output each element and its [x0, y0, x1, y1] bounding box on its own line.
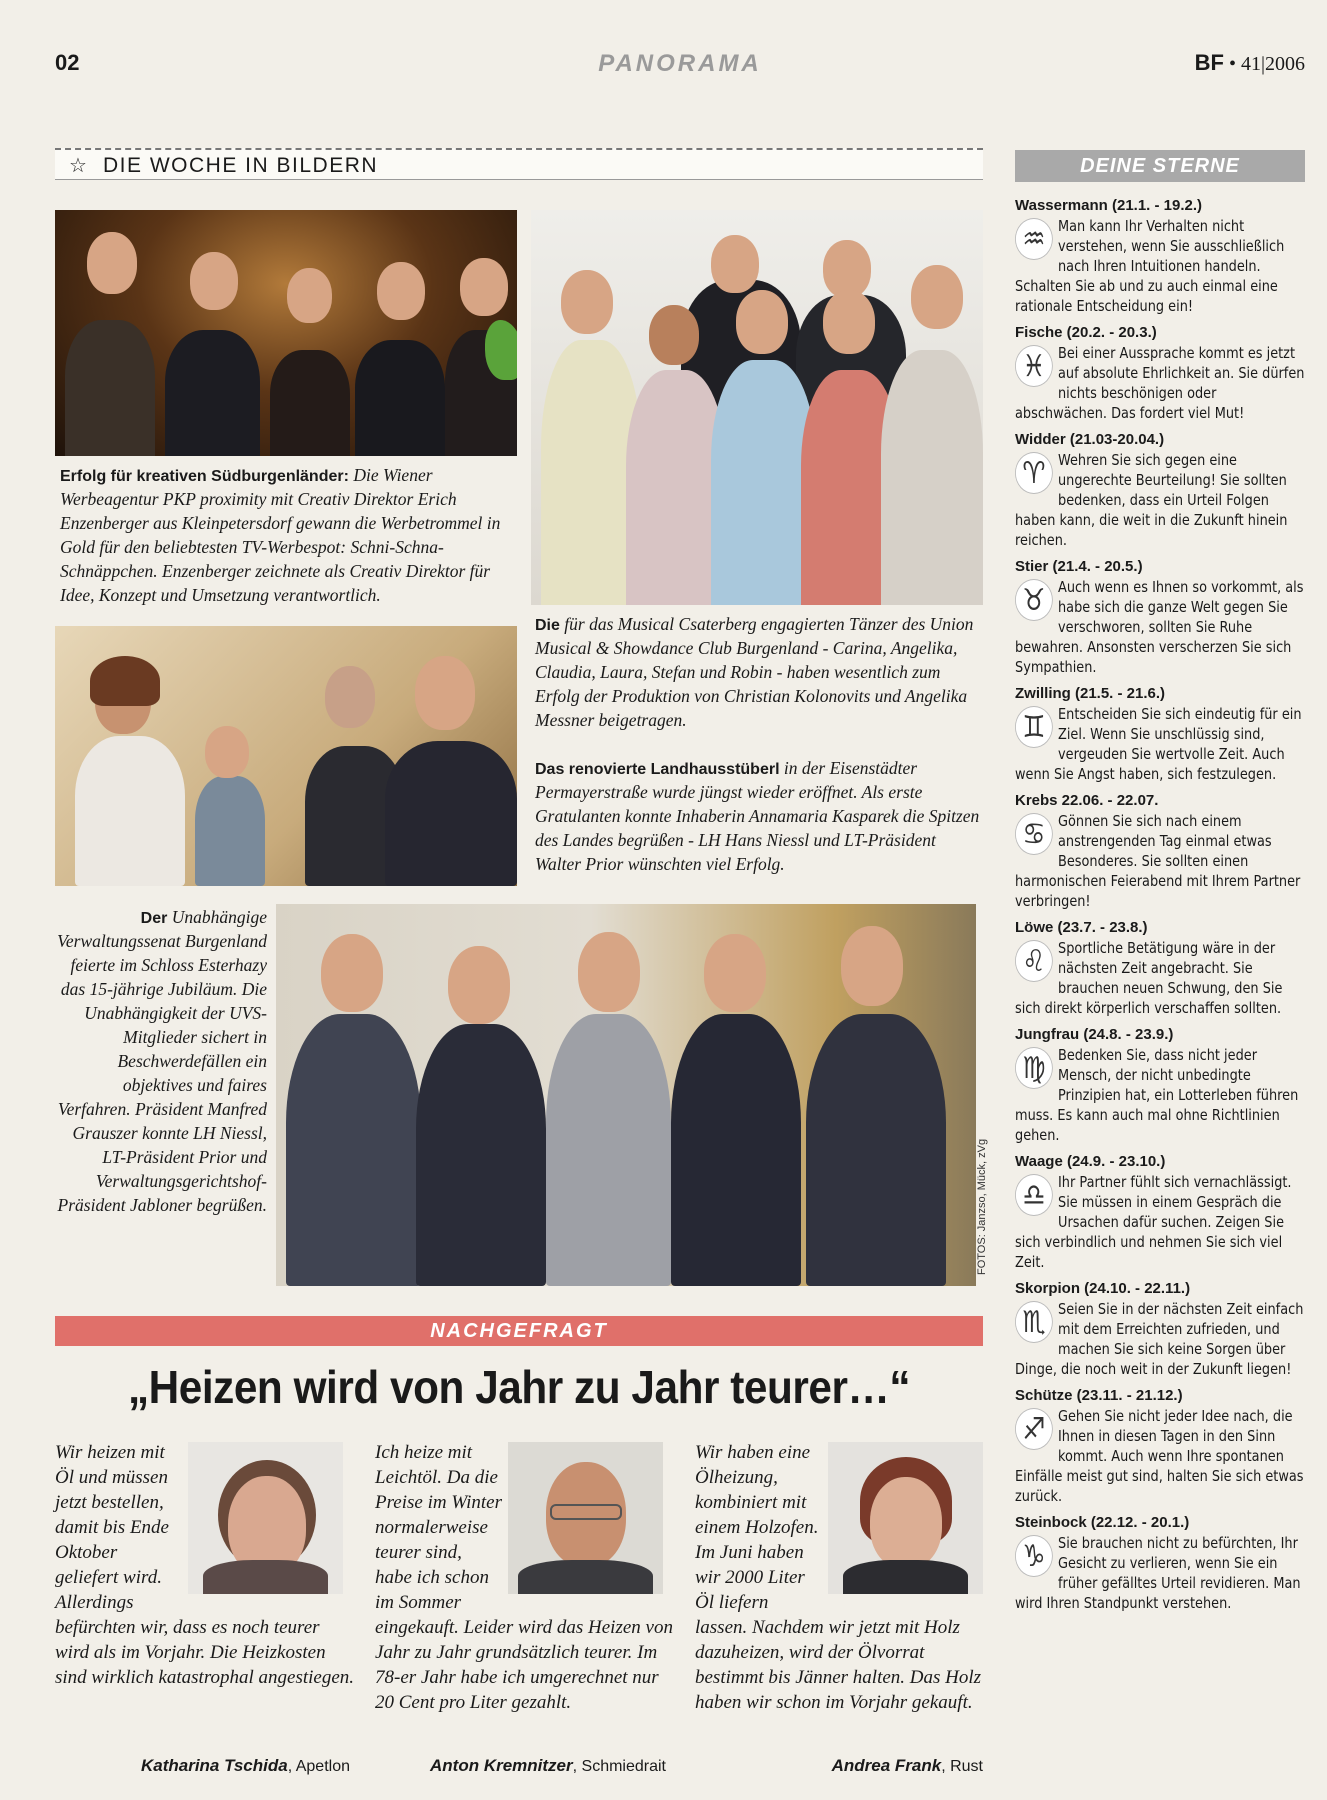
zodiac-icon: ♋: [1015, 813, 1053, 855]
horoscope-sign: [1015, 1386, 1305, 1506]
section-bar: [55, 148, 983, 180]
sign-text-body: Seien Sie in der nächsten Zeit einfach mit dem Erreichten zufrieden, und machen Sie sich keine Sorgen über Dinge, die noch weit in der Zukunft liegen!: [1015, 1300, 1304, 1378]
sign-name: Stier (21.4. - 20.5.): [1015, 558, 1143, 575]
sign-text: [1015, 450, 1305, 550]
photo-uvs-group: [276, 904, 976, 1286]
photo-credit: FOTOS: Janzso, Mück, zVg: [976, 1138, 988, 1275]
quote-body: Wir haben eine Ölheizung, kombiniert mit einem Holzofen. Im Juni haben wir 2000 Liter Öl liefern lassen. Nachdem wir jetzt mit Holz dazuheizen, wird der Ölvorrat bestimmt bis Jänner halten. Das Holz haben wir schon im Vorjahr gekauft.: [695, 1442, 982, 1713]
sign-text-body: Bei einer Aussprache kommt es jetzt auf absolute Ehrlichkeit an. Sie dürfen nichts beschönigen oder abschwächen. Das fordert viel Mut!: [1015, 344, 1305, 422]
portrait-spacer: [503, 1440, 675, 1595]
horoscope-sign: [1015, 684, 1305, 784]
sign-text: [1015, 216, 1305, 316]
sign-text-body: Auch wenn es Ihnen so vorkommt, als habe sich die ganze Welt gegen Sie verschworen, sollten Sie Ruhe bewahren. Ansonsten verscherzen Sie sich Sympathien.: [1015, 578, 1304, 676]
issue-label: BF • 41|2006: [1194, 50, 1305, 75]
horoscope-sign: [1015, 1279, 1305, 1379]
sign-name: Wassermann (21.1. - 19.2.): [1015, 197, 1203, 214]
quote-body: Ich heize mit Leichtöl. Da die Preise im Winter normalerweise teurer sind, habe ich schon im Sommer eingekauft. Leider wird das Heizen von Jahr zu Jahr grundsätzlich teurer. Im 78-er Jahr habe ich umgerechnet nur 20 Cent pro Liter gezahlt.: [375, 1442, 673, 1713]
sign-text: [1015, 811, 1305, 911]
sign-text-body: Sportliche Betätigung wäre in der nächsten Zeit angebracht. Sie brauchen neuen Schwung, den Sie sich direkt körperlich verschaffen sollten.: [1015, 939, 1283, 1017]
zodiac-icon: ♍: [1015, 1047, 1053, 1089]
zodiac-icon: ♌: [1015, 940, 1053, 982]
nachgefragt-bar: [55, 1316, 983, 1346]
sign-text: [1015, 1045, 1305, 1145]
zodiac-icon: ♑: [1015, 1535, 1053, 1577]
photo-dancers: [531, 210, 983, 605]
sign-text: [1015, 704, 1305, 784]
page-header: [55, 50, 1305, 84]
sign-text-body: Gehen Sie nicht jeder Idee nach, die Ihnen in diesen Tagen in den Sinn kommt. Auch wenn Ihre spontanen Einfälle meist gut sind, halten Sie sich etwas zurück.: [1015, 1407, 1304, 1505]
sign-text: [1015, 577, 1305, 677]
sign-text-body: Entscheiden Sie sich eindeutig für ein Ziel. Wenn Sie unschlüssig sind, vergeuden Sie wertvolle Zeit. Auch wenn Sie Angst haben, sich festzulegen.: [1015, 705, 1302, 783]
sign-text: [1015, 1172, 1305, 1272]
sign-name: Krebs 22.06. - 22.07.: [1015, 792, 1159, 809]
sign-text-body: Man kann Ihr Verhalten nicht verstehen, wenn Sie ausschließlich nach Ihren Intuitionen handeln. Schalten Sie ab und zu auch einmal eine rationale Entscheidung ein!: [1015, 217, 1285, 315]
horoscope-list: [1015, 196, 1305, 1620]
sign-name: Löwe (23.7. - 23.8.): [1015, 919, 1148, 936]
horoscope-sign: [1015, 1513, 1305, 1613]
sign-text-body: Wehren Sie sich gegen eine ungerechte Beurteilung! Sie sollten bedenken, dass ein Urteil Folgen haben kann, die weit in die Zukunft hinein reichen.: [1015, 451, 1288, 549]
name-kremnitzer: Anton Kremnitzer, Schmiedrait: [430, 1756, 666, 1775]
horoscope-sign: [1015, 430, 1305, 550]
sign-text: [1015, 938, 1305, 1018]
sign-name: Jungfrau (24.8. - 23.9.): [1015, 1026, 1174, 1043]
sign-name: Waage (24.9. - 23.10.): [1015, 1153, 1166, 1170]
horoscope-title: DEINE STERNE: [1080, 155, 1240, 177]
name-frank: Andrea Frank, Rust: [831, 1756, 983, 1775]
sign-name: Skorpion (24.10. - 22.11.): [1015, 1280, 1191, 1297]
section-name: PANORAMA: [598, 50, 762, 77]
zodiac-icon: ♈: [1015, 452, 1053, 494]
horoscope-sign: [1015, 918, 1305, 1018]
quote-body: Wir heizen mit Öl und müssen jetzt bestellen, damit bis Ende Oktober geliefert wird. Allerdings befürchten wir, dass es noch teurer wird als im Vorjahr. Die Heizkosten sind wirklich katastrophal angestiegen.: [55, 1442, 355, 1688]
nachgefragt-label: NACHGEFRAGT: [430, 1320, 608, 1342]
sign-name: Widder (21.03-20.04.): [1015, 431, 1165, 448]
sign-text-body: Ihr Partner fühlt sich vernachlässigt. Sie müssen in einem Gespräch die Ursachen dafür suchen. Zeigen Sie sich verbindlich und nehmen Sie sich viel Zeit.: [1015, 1173, 1292, 1271]
star-icon: ☆: [69, 155, 87, 177]
horoscope-sign: [1015, 1152, 1305, 1272]
portrait-spacer: [823, 1440, 985, 1595]
portrait-spacer: [183, 1440, 355, 1595]
nachgefragt-headline: „Heizen wird von Jahr zu Jahr teurer…“: [127, 1361, 911, 1413]
sign-name: Fische (20.2. - 20.3.): [1015, 324, 1157, 341]
horoscope-sign: [1015, 323, 1305, 423]
name-tschida: Katharina Tschida, Apetlon: [140, 1756, 350, 1775]
sign-text-body: Gönnen Sie sich nach einem anstrengenden Tag einmal etwas Besonderes. Sie sollten einen harmonischen Feierabend mit Ihrem Partner verbringen!: [1015, 812, 1301, 910]
horoscope-sign: [1015, 196, 1305, 316]
sign-name: Schütze (23.11. - 21.12.): [1015, 1387, 1183, 1404]
zodiac-icon: ♊: [1015, 706, 1053, 748]
sign-text: [1015, 1406, 1305, 1506]
zodiac-icon: ♒: [1015, 218, 1053, 260]
section-title: DIE WOCHE IN BILDERN: [103, 154, 379, 177]
quote-text-1: [375, 1440, 675, 1713]
caption-dancers: Die für das Musical Csaterberg engagierten Tänzer des Union Musical & Showdance Club Burgenland - Carina, Angelika, Claudia, Laura, Stefan und Robin - haben wesentlich zum Erfolg der Produktion von Christian Kolonovits und Angelika Messner beigetragen.: [535, 614, 974, 730]
sign-text-body: Sie brauchen nicht zu befürchten, Ihr Gesicht zu verlieren, wenn Sie ein früher gefälltes Urteil revidieren. Man wird Ihren Standpunkt verstehen.: [1015, 1534, 1301, 1612]
horoscope-bar: [1015, 150, 1305, 182]
caption-award: Erfolg für kreativen Südburgenländer: Die Wiener Werbeagentur PKP proximity mit Creativ Direktor Erich Enzenberger aus Kleinpetersdorf gewann die Werbetrommel in Gold für den beliebtesten TV-Werbespot: Schni-Schna-Schnäppchen. Enzenberger zeichnete als Creativ Direktor für Idee, Konzept und Umsetzung verantwortlich.: [60, 465, 501, 605]
sign-name: Zwilling (21.5. - 21.6.): [1015, 685, 1166, 702]
photo-landhausstueberl: [55, 626, 517, 886]
quote-text-0: [55, 1440, 355, 1688]
page-number: 02: [55, 50, 80, 75]
horoscope-sign: [1015, 791, 1305, 911]
sign-text-body: Bedenken Sie, dass nicht jeder Mensch, der nicht unbedingte Prinzipien hat, ein Lotterleben führen muss. Es kann auch mal ohne Richtlinien gehen.: [1015, 1046, 1299, 1144]
sign-text: [1015, 343, 1305, 423]
zodiac-icon: ♉: [1015, 579, 1053, 621]
quote-text-2: [695, 1440, 985, 1713]
zodiac-icon: ♐: [1015, 1408, 1053, 1450]
issue-number: 41|2006: [1240, 53, 1305, 75]
zodiac-icon: ♏: [1015, 1301, 1053, 1343]
sign-text: [1015, 1299, 1305, 1379]
sign-text: [1015, 1533, 1305, 1613]
paper-name: BF: [1194, 50, 1224, 75]
sign-name: Steinbock (22.12. - 20.1.): [1015, 1514, 1190, 1531]
caption-landhaus: Das renovierte Landhausstüberl in der Eisenstädter Permayerstraße wurde jüngst wieder eröffnet. Als erste Gratulanten konnte Inhaberin Annamaria Kasparek die Spitzen des Landes begrüßen - LH Hans Niessl und LT-Präsident Walter Prior wünschten viel Erfolg.: [535, 758, 980, 874]
caption-uvs: Der Unabhängige Verwaltungssenat Burgenland feierte im Schloss Esterhazy das 15-jährige Jubiläum. Die Unabhängigkeit der UVS-Mitglieder sichert in Beschwerdefällen ein objektives und faires Verfahren. Präsident Manfred Grauszer konnte LH Niessl, LT-Präsident Prior und Verwaltungsgerichtshof-Präsident Jabloner begrüßen.: [57, 907, 267, 1215]
horoscope-sign: [1015, 1025, 1305, 1145]
zodiac-icon: ♓: [1015, 345, 1053, 387]
horoscope-sign: [1015, 557, 1305, 677]
zodiac-icon: ♎: [1015, 1174, 1053, 1216]
photo-award-winners: [55, 210, 517, 456]
